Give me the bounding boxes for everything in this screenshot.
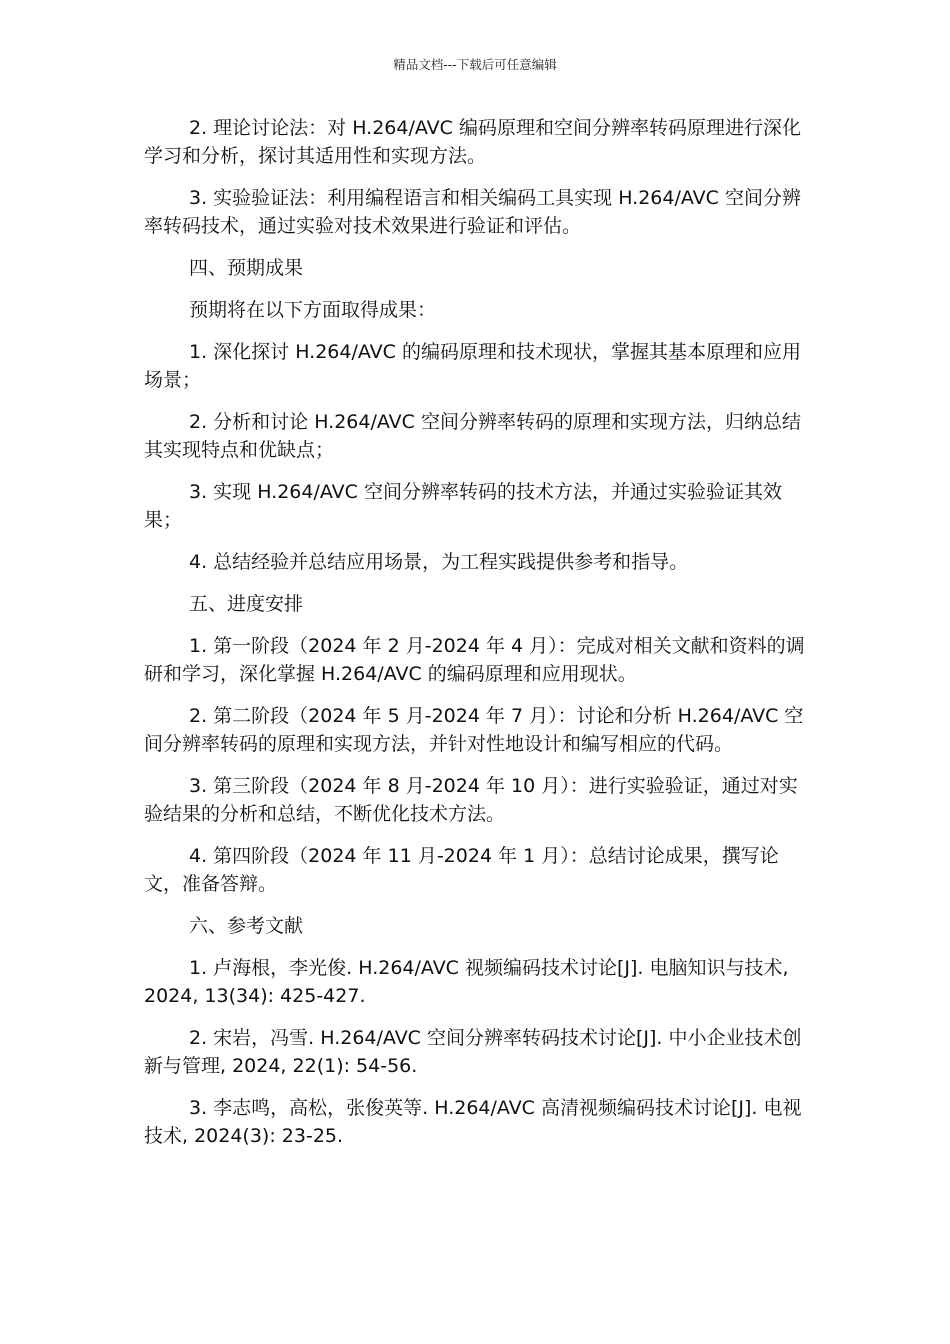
schedule-item-3: 3. 第三阶段（2024 年 8 月-2024 年 10 月）：进行实验验证，通过对实验结果的分析和总结，不断优化技术方法。 <box>144 775 798 825</box>
section-heading-expected-results: 四、预期成果 <box>189 257 304 279</box>
method-experiment-paragraph: 3. 实验验证法：利用编程语言和相关编码工具实现 H.264/AVC 空间分辨率转码技术，通过实验对技术效果进行验证和评估。 <box>144 187 801 237</box>
schedule-item-1: 1. 第一阶段（2024 年 2 月-2024 年 4 月）：完成对相关文献和资料的调研和学习，深化掌握 H.264/AVC 的编码原理和应用现状。 <box>144 635 805 685</box>
reference-item-3: 3. 李志鸣，高松，张俊英等. H.264/AVC 高清视频编码技术讨论[J]. 电视技术, 2024(3): 23-25. <box>144 1097 802 1147</box>
section-heading-references: 六、参考文献 <box>189 915 304 937</box>
reference-item-1: 1. 卢海根，李光俊. H.264/AVC 视频编码技术讨论[J]. 电脑知识与技术, 2024, 13(34): 425-427. <box>144 957 789 1007</box>
schedule-item-4: 4. 第四阶段（2024 年 11 月-2024 年 1 月）：总结讨论成果，撰写论文，准备答辩。 <box>144 845 779 895</box>
expected-results-intro: 预期将在以下方面取得成果： <box>189 299 437 321</box>
expected-result-item-4: 4. 总结经验并总结应用场景，为工程实践提供参考和指导。 <box>189 551 689 573</box>
page-header: 精品文档---下载后可任意编辑 <box>393 57 557 72</box>
reference-item-2: 2. 宋岩，冯雪. H.264/AVC 空间分辨率转码技术讨论[J]. 中小企业技术创新与管理, 2024, 22(1): 54-56. <box>144 1027 802 1077</box>
section-heading-schedule: 五、进度安排 <box>189 593 304 615</box>
document-body <box>144 114 806 1164</box>
method-theory-paragraph: 2. 理论讨论法：对 H.264/AVC 编码原理和空间分辨率转码原理进行深化学习和分析，探讨其适用性和实现方法。 <box>144 117 801 167</box>
expected-result-item-2: 2. 分析和讨论 H.264/AVC 空间分辨率转码的原理和实现方法，归纳总结其实现特点和优缺点； <box>144 411 801 461</box>
schedule-item-2: 2. 第二阶段（2024 年 5 月-2024 年 7 月）：讨论和分析 H.264/AVC 空间分辨率转码的原理和实现方法，并针对性地设计和编写相应的代码。 <box>144 705 804 755</box>
expected-result-item-3: 3. 实现 H.264/AVC 空间分辨率转码的技术方法，并通过实验验证其效果； <box>144 481 782 531</box>
expected-result-item-1: 1. 深化探讨 H.264/AVC 的编码原理和技术现状，掌握其基本原理和应用场景； <box>144 341 801 391</box>
